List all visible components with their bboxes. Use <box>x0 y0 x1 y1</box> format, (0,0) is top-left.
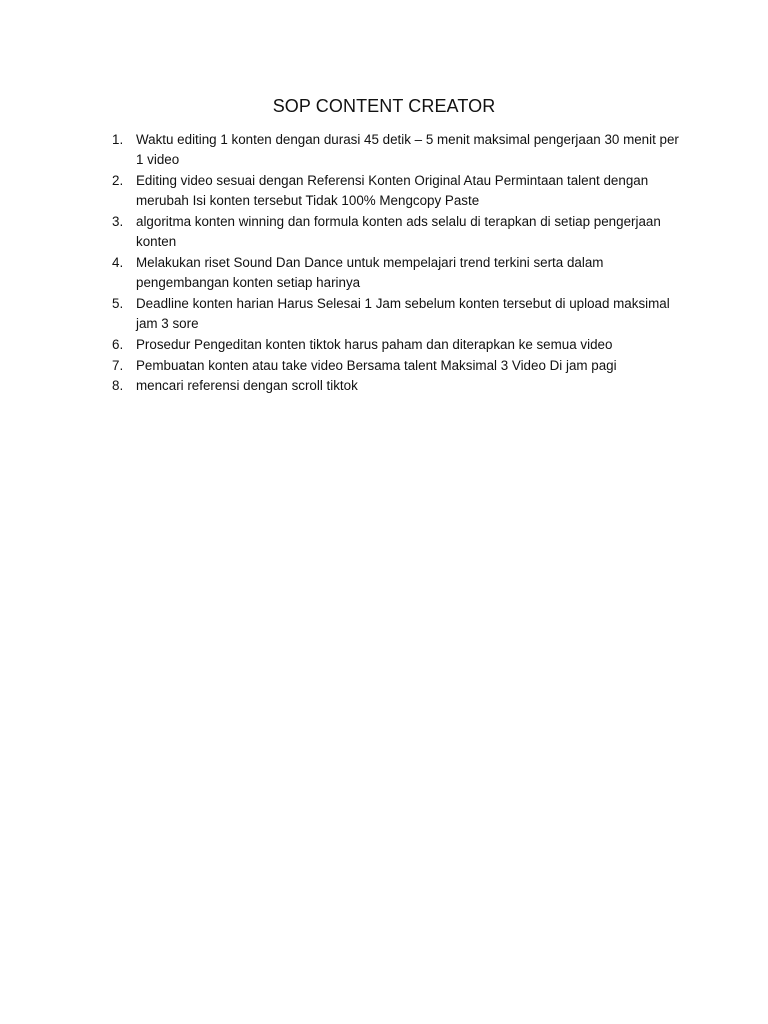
list-item-number: 2. <box>112 173 124 188</box>
list-item-number: 7. <box>112 357 124 373</box>
list-item-text: Waktu editing 1 konten dengan durasi 45 detik – 5 menit maksimal pengerjaan 30 menit per 1 video <box>136 132 679 168</box>
list-item <box>112 171 682 212</box>
list-item-number: 5. <box>112 296 124 311</box>
list-item-text: Melakukan riset Sound Dan Dance untuk mempelajari trend terkini serta dalam pengembangan konten setiap harinya <box>136 255 604 291</box>
list-item <box>112 376 682 396</box>
list-item-text: Editing video sesuai dengan Referensi Konten Original Atau Permintaan talent dengan merubah Isi konten tersebut Tidak 100% Mengcopy Paste <box>136 173 649 209</box>
list-item-number: 4. <box>112 255 124 270</box>
list-item <box>112 294 682 335</box>
list-item-number: 3. <box>112 214 124 229</box>
list-item <box>112 253 682 294</box>
list-item <box>112 356 682 376</box>
list-item <box>112 212 682 253</box>
list-item-number: 8. <box>112 378 124 394</box>
list-item-text: algoritma konten winning dan formula konten ads selalu di terapkan di setiap pengerjaan konten <box>136 214 661 250</box>
list-item-text: mencari referensi dengan scroll tiktok <box>136 378 358 394</box>
list-item-number: 6. <box>112 337 124 352</box>
list-item-text: Pembuatan konten atau take video Bersama talent Maksimal 3 Video Di jam pagi <box>136 357 617 373</box>
list-item-text: Prosedur Pengeditan konten tiktok harus paham dan diterapkan ke semua video <box>136 337 613 352</box>
document-title: SOP CONTENT CREATOR <box>272 96 496 116</box>
sop-list <box>112 130 682 397</box>
list-item-number: 1. <box>112 132 124 147</box>
list-item <box>112 335 682 355</box>
list-item-text: Deadline konten harian Harus Selesai 1 Jam sebelum konten tersebut di upload maksimal jam 3 sore <box>136 296 670 332</box>
list-item <box>112 130 682 171</box>
